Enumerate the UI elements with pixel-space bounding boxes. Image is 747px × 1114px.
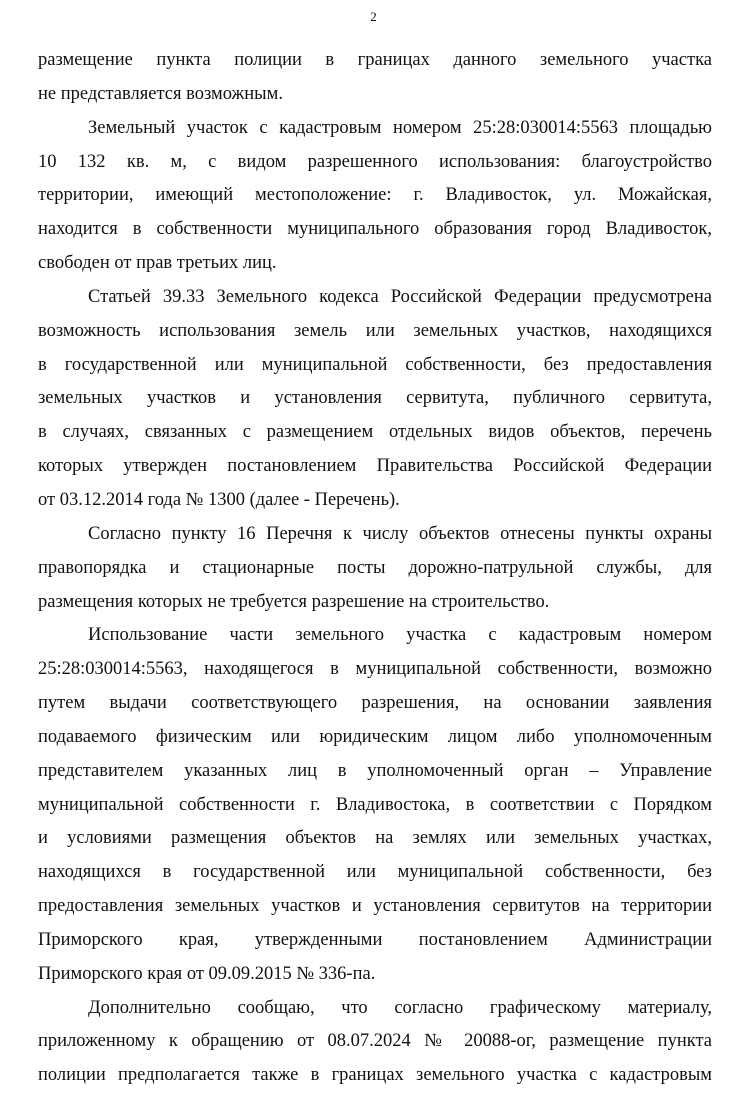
text-line: Согласно пункту 16 Перечня к числу объектов отнесены пункты охраны [88,523,712,544]
text-line: находится в собственности муниципального образования город Владивосток, [38,219,712,240]
text-line: Приморского края, утвержденными постановлением Администрации [38,929,712,950]
text-line: 25:28:030014:5563, находящегося в муниципальной собственности, возможно [38,659,712,680]
text-line: подаваемого физическим или юридическим лицом либо уполномоченным [38,726,712,747]
text-line: Использование части земельного участка с кадастровым номером [88,625,712,646]
text-line: от 03.12.2014 года № 1300 (далее - Перечень). [38,489,400,510]
text-line: Приморского края от 09.09.2015 № 336-па. [38,963,376,984]
page-number: 2 [370,9,377,24]
text-line: путем выдачи соответствующего разрешения, на основании заявления [38,693,712,714]
text-line: предоставления земельных участков и установления сервитутов на территории [38,896,712,917]
text-line: полиции предполагается также в границах земельного участка с кадастровым [38,1065,712,1086]
text-line: приложенному к обращению от 08.07.2024 № 20088-ог, размещение пункта [38,1031,712,1052]
text-line: размещение пункта полиции в границах данного земельного участка [38,50,712,70]
text-line: которых утвержден постановлением Правительства Российской Федерации [38,456,712,477]
text-line: и условиями размещения объектов на землях или земельных участках, [38,828,712,849]
text-line: возможность использования земель или земельных участков, находящихся [38,320,712,341]
text-line: свободен от прав третьих лиц. [38,253,277,274]
text-line: Дополнительно сообщаю, что согласно графическому материалу, [88,997,712,1018]
text-line: земельных участков и установления сервитута, публичного сервитута, [38,388,712,409]
text-line: территории, имеющий местоположение: г. Владивосток, ул. Можайская, [38,185,712,206]
text-line: в государственной или муниципальной собственности, без предоставления [38,354,712,375]
text-line: муниципальной собственности г. Владивостока, в соответствии с Порядком [38,794,712,815]
text-line: правопорядка и стационарные посты дорожно-патрульной службы, для [38,557,712,578]
text-line: Статьей 39.33 Земельного кодекса Российской Федерации предусмотрена [88,286,712,307]
text-line: в случаях, связанных с размещением отдельных видов объектов, перечень [38,422,712,443]
text-line: находящихся в государственной или муниципальной собственности, без [38,862,712,883]
text-line: не представляется возможным. [38,83,283,104]
text-line: размещения которых не требуется разрешение на строительство. [38,591,550,612]
document-body [38,44,712,1093]
text-line: 10 132 кв. м, с видом разрешенного использования: благоустройство [38,151,712,172]
text-line: представителем указанных лиц в уполномоченный орган – Управление [38,760,712,781]
text-line: Земельный участок с кадастровым номером 25:28:030014:5563 площадью [88,117,712,138]
